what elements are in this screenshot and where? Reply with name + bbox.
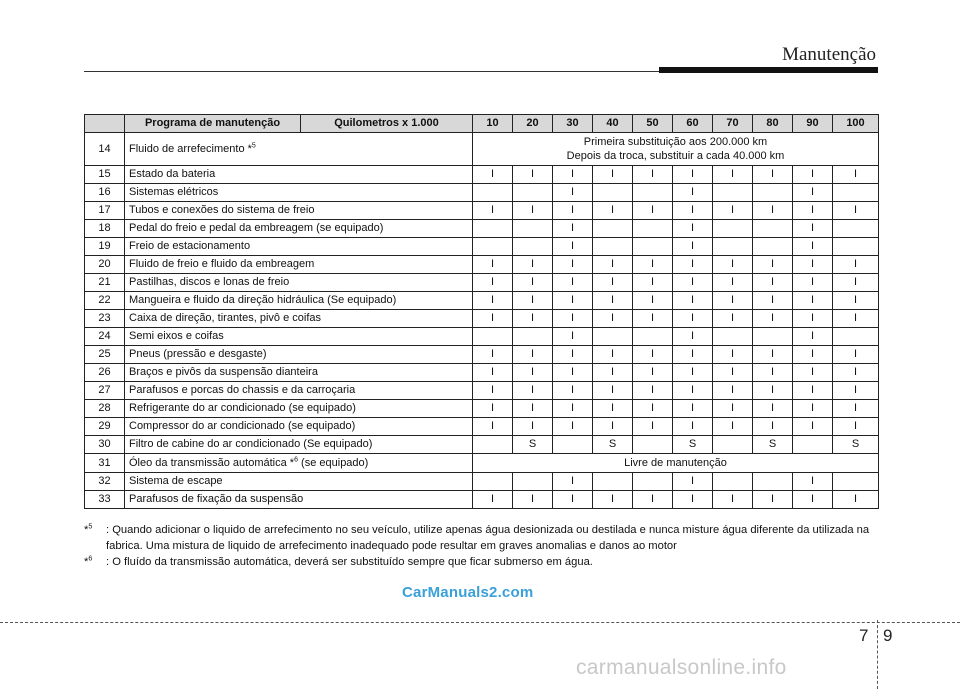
interval-mark: I — [553, 473, 593, 491]
header-col-70: 70 — [713, 115, 753, 133]
row-number: 31 — [85, 454, 125, 473]
interval-mark: I — [793, 220, 833, 238]
interval-mark: I — [553, 328, 593, 346]
interval-mark: I — [513, 274, 553, 292]
interval-mark: I — [513, 292, 553, 310]
interval-mark: I — [673, 364, 713, 382]
table-row — [85, 166, 879, 184]
site-watermark-link[interactable]: CarManuals2.com — [402, 584, 534, 601]
interval-mark: I — [793, 473, 833, 491]
interval-mark: I — [553, 166, 593, 184]
interval-mark: I — [633, 364, 673, 382]
interval-mark: I — [553, 382, 593, 400]
interval-mark: I — [713, 346, 753, 364]
interval-mark: I — [553, 491, 593, 509]
footnote-text: : O fluído da transmissão automática, deverá ser substituído sempre que ficar submerso em água. — [106, 556, 593, 568]
interval-mark: I — [713, 166, 753, 184]
interval-mark: I — [713, 418, 753, 436]
interval-mark: I — [673, 491, 713, 509]
interval-mark: I — [793, 292, 833, 310]
interval-mark — [833, 238, 879, 256]
row-item-label: Freio de estacionamento — [129, 240, 251, 252]
interval-mark: I — [793, 274, 833, 292]
interval-mark — [593, 220, 633, 238]
row-item — [125, 454, 473, 473]
interval-mark: I — [553, 238, 593, 256]
interval-mark: I — [633, 491, 673, 509]
table-row — [85, 256, 879, 274]
row-item-label: Parafusos de fixação da suspensão — [129, 493, 304, 505]
row-note-line: Primeira substituição aos 200.000 km — [583, 136, 768, 148]
interval-mark — [593, 473, 633, 491]
row-number: 30 — [85, 436, 125, 454]
interval-mark: I — [793, 310, 833, 328]
row-number: 24 — [85, 328, 125, 346]
row-number: 21 — [85, 274, 125, 292]
row-item-label: Parafusos e porcas do chassis e da carroçaria — [129, 384, 356, 396]
interval-mark: I — [673, 220, 713, 238]
row-number: 14 — [85, 133, 125, 166]
interval-mark: I — [513, 166, 553, 184]
interval-mark: I — [833, 256, 879, 274]
interval-mark — [473, 220, 513, 238]
interval-mark: I — [553, 202, 593, 220]
interval-mark: I — [833, 166, 879, 184]
row-item-label: Refrigerante do ar condicionado (se equipado) — [129, 402, 356, 414]
interval-mark: I — [553, 292, 593, 310]
row-number: 33 — [85, 491, 125, 509]
footnotes — [84, 522, 884, 570]
interval-mark: I — [513, 364, 553, 382]
interval-mark: I — [513, 346, 553, 364]
header-rule — [84, 71, 659, 72]
row-number: 16 — [85, 184, 125, 202]
interval-mark: I — [833, 491, 879, 509]
row-item — [125, 418, 473, 436]
interval-mark: I — [673, 310, 713, 328]
row-item-label: Pneus (pressão e desgaste) — [129, 348, 267, 360]
interval-mark: I — [473, 292, 513, 310]
footnote-ref: 5 — [251, 141, 256, 149]
interval-mark: I — [673, 382, 713, 400]
row-item-label: Tubos e conexões do sistema de freio — [129, 204, 315, 216]
interval-mark: I — [513, 202, 553, 220]
interval-mark: I — [793, 491, 833, 509]
interval-mark: I — [473, 418, 513, 436]
interval-mark — [633, 238, 673, 256]
interval-mark: I — [673, 202, 713, 220]
row-item — [125, 382, 473, 400]
interval-mark: I — [833, 292, 879, 310]
row-item-label: Braços e pivôs da suspensão dianteira — [129, 366, 318, 378]
table-header-row — [85, 115, 879, 133]
interval-mark — [593, 238, 633, 256]
table-row — [85, 238, 879, 256]
interval-mark: I — [713, 400, 753, 418]
row-item-label: Filtro de cabine do ar condicionado (Se equipado) — [129, 438, 373, 450]
interval-mark: S — [753, 436, 793, 454]
header-col-90: 90 — [793, 115, 833, 133]
interval-mark: I — [793, 238, 833, 256]
interval-mark: I — [593, 256, 633, 274]
interval-mark: I — [833, 202, 879, 220]
interval-mark — [833, 328, 879, 346]
interval-mark: I — [633, 382, 673, 400]
interval-mark: I — [673, 346, 713, 364]
interval-mark — [713, 328, 753, 346]
table-row — [85, 133, 879, 166]
row-item — [125, 491, 473, 509]
interval-mark: I — [633, 202, 673, 220]
interval-mark: I — [673, 400, 713, 418]
interval-mark: I — [713, 364, 753, 382]
interval-mark: I — [553, 220, 593, 238]
interval-mark: I — [513, 256, 553, 274]
interval-mark: I — [793, 400, 833, 418]
interval-mark — [593, 328, 633, 346]
interval-mark — [753, 238, 793, 256]
footnote-ref: 6 — [294, 455, 298, 463]
interval-mark: I — [513, 310, 553, 328]
interval-mark: I — [553, 346, 593, 364]
header-col-20: 20 — [513, 115, 553, 133]
interval-mark: I — [633, 274, 673, 292]
interval-mark: I — [473, 400, 513, 418]
row-item-label: Semi eixos e coifas — [129, 330, 224, 342]
bottom-watermark: carmanualsonline.info — [576, 656, 787, 679]
interval-mark: I — [713, 310, 753, 328]
table-row — [85, 454, 879, 473]
row-item-label: Pastilhas, discos e lonas de freio — [129, 276, 290, 288]
interval-mark: I — [513, 382, 553, 400]
interval-mark: I — [793, 382, 833, 400]
interval-mark: I — [793, 328, 833, 346]
header-col-30: 30 — [553, 115, 593, 133]
interval-mark: S — [593, 436, 633, 454]
interval-mark: I — [593, 292, 633, 310]
interval-mark: I — [553, 364, 593, 382]
maintenance-table — [84, 114, 879, 509]
interval-mark: I — [553, 418, 593, 436]
interval-mark: I — [673, 166, 713, 184]
row-item-label: Mangueira e fluido da direção hidráulica (Se equipado) — [129, 294, 397, 306]
row-item — [125, 346, 473, 364]
row-item — [125, 400, 473, 418]
table-row — [85, 202, 879, 220]
row-note — [473, 454, 879, 473]
interval-mark: I — [473, 166, 513, 184]
row-number: 27 — [85, 382, 125, 400]
interval-mark: I — [793, 418, 833, 436]
interval-mark — [553, 436, 593, 454]
interval-mark: I — [793, 202, 833, 220]
interval-mark: I — [673, 256, 713, 274]
interval-mark: I — [473, 274, 513, 292]
interval-mark — [633, 436, 673, 454]
interval-mark — [833, 184, 879, 202]
interval-mark: I — [473, 491, 513, 509]
interval-mark: I — [673, 473, 713, 491]
interval-mark: I — [753, 382, 793, 400]
table-row — [85, 400, 879, 418]
table-row — [85, 310, 879, 328]
table-row — [85, 418, 879, 436]
interval-mark: I — [473, 382, 513, 400]
interval-mark: I — [633, 346, 673, 364]
row-item-label: Sistemas elétricos — [129, 186, 219, 198]
row-number: 25 — [85, 346, 125, 364]
interval-mark: S — [833, 436, 879, 454]
row-number: 17 — [85, 202, 125, 220]
interval-mark: I — [593, 364, 633, 382]
row-item — [125, 166, 473, 184]
interval-mark: I — [753, 364, 793, 382]
interval-mark — [753, 473, 793, 491]
interval-mark: I — [793, 256, 833, 274]
table-row — [85, 220, 879, 238]
interval-mark — [513, 220, 553, 238]
row-item — [125, 202, 473, 220]
interval-mark: I — [633, 166, 673, 184]
interval-mark: I — [593, 274, 633, 292]
chapter-number: 7 — [859, 626, 869, 645]
row-number: 18 — [85, 220, 125, 238]
row-item — [125, 292, 473, 310]
header-col-10: 10 — [473, 115, 513, 133]
row-item — [125, 133, 473, 166]
table-row — [85, 491, 879, 509]
interval-mark — [473, 436, 513, 454]
table-row — [85, 328, 879, 346]
row-item-label: Óleo da transmissão automática * — [129, 456, 295, 469]
interval-mark: I — [633, 400, 673, 418]
interval-mark — [713, 184, 753, 202]
header-bar — [659, 67, 878, 73]
interval-mark: I — [833, 346, 879, 364]
row-item — [125, 184, 473, 202]
interval-mark: I — [673, 238, 713, 256]
row-item-label: Fluido de arrefecimento * — [129, 142, 252, 155]
table-row — [85, 292, 879, 310]
interval-mark: I — [473, 364, 513, 382]
interval-mark — [593, 184, 633, 202]
interval-mark — [793, 436, 833, 454]
interval-mark: I — [513, 491, 553, 509]
interval-mark: I — [713, 202, 753, 220]
interval-mark: I — [473, 310, 513, 328]
interval-mark: I — [753, 346, 793, 364]
interval-mark: I — [753, 166, 793, 184]
row-number: 26 — [85, 364, 125, 382]
row-item-label: Estado da bateria — [129, 168, 216, 180]
interval-mark: I — [753, 491, 793, 509]
row-number: 28 — [85, 400, 125, 418]
row-item — [125, 473, 473, 491]
row-item — [125, 436, 473, 454]
interval-mark — [713, 238, 753, 256]
interval-mark: I — [593, 346, 633, 364]
footer-divider — [0, 622, 960, 623]
row-number: 15 — [85, 166, 125, 184]
table-row — [85, 274, 879, 292]
row-number: 29 — [85, 418, 125, 436]
interval-mark: I — [833, 418, 879, 436]
interval-mark — [753, 184, 793, 202]
interval-mark: I — [593, 166, 633, 184]
row-number: 32 — [85, 473, 125, 491]
interval-mark — [633, 328, 673, 346]
interval-mark: I — [713, 274, 753, 292]
row-note-line: Livre de manutenção — [624, 457, 727, 469]
interval-mark: I — [553, 274, 593, 292]
footnote — [84, 554, 884, 570]
interval-mark: I — [553, 400, 593, 418]
header-col-50: 50 — [633, 115, 673, 133]
row-number: 23 — [85, 310, 125, 328]
interval-mark: I — [673, 184, 713, 202]
footnote-marker: *$^5$ — [84, 523, 93, 536]
interval-mark — [513, 238, 553, 256]
interval-mark: I — [513, 418, 553, 436]
interval-mark: I — [713, 491, 753, 509]
footer-vertical-divider — [877, 620, 878, 689]
header-col-80: 80 — [753, 115, 793, 133]
interval-mark: I — [833, 400, 879, 418]
interval-mark: I — [593, 310, 633, 328]
interval-mark: I — [633, 310, 673, 328]
interval-mark: I — [833, 274, 879, 292]
row-item-label: Caixa de direção, tirantes, pivô e coifas — [129, 312, 321, 324]
interval-mark: I — [593, 491, 633, 509]
interval-mark: I — [753, 274, 793, 292]
interval-mark — [713, 436, 753, 454]
interval-mark: I — [553, 256, 593, 274]
row-number: 22 — [85, 292, 125, 310]
interval-mark — [833, 473, 879, 491]
interval-mark — [713, 220, 753, 238]
interval-mark: I — [713, 382, 753, 400]
interval-mark: S — [673, 436, 713, 454]
row-item — [125, 220, 473, 238]
interval-mark — [513, 473, 553, 491]
interval-mark: I — [793, 166, 833, 184]
interval-mark: I — [593, 400, 633, 418]
interval-mark: I — [473, 346, 513, 364]
interval-mark — [473, 473, 513, 491]
interval-mark: I — [473, 202, 513, 220]
interval-mark: I — [833, 310, 879, 328]
row-item — [125, 238, 473, 256]
interval-mark — [513, 328, 553, 346]
table-row — [85, 184, 879, 202]
header-col-100: 100 — [833, 115, 879, 133]
row-item — [125, 364, 473, 382]
interval-mark — [473, 184, 513, 202]
interval-mark: I — [593, 202, 633, 220]
interval-mark: I — [713, 292, 753, 310]
row-item — [125, 256, 473, 274]
row-item-suffix: (se equipado) — [298, 456, 369, 469]
interval-mark: I — [753, 292, 793, 310]
header-num — [85, 115, 125, 133]
interval-mark: I — [633, 292, 673, 310]
interval-mark: I — [753, 256, 793, 274]
interval-mark: I — [633, 418, 673, 436]
interval-mark — [633, 473, 673, 491]
interval-mark — [833, 220, 879, 238]
interval-mark: I — [593, 382, 633, 400]
row-number: 20 — [85, 256, 125, 274]
table-row — [85, 382, 879, 400]
footnote-text: : Quando adicionar o liquido de arrefecimento no seu veículo, utilize apenas água desionizada ou destilada e nunca misture água diferente da utilizada na fabrica. Uma mistura de liquido de arrefecimento inadequado pode resultar em graves anomalias e danos ao motor — [106, 524, 870, 552]
interval-mark: S — [513, 436, 553, 454]
header-program: Programa de manutenção — [125, 115, 301, 133]
header-col-40: 40 — [593, 115, 633, 133]
interval-mark: I — [673, 418, 713, 436]
interval-mark: I — [753, 202, 793, 220]
row-number: 19 — [85, 238, 125, 256]
row-item — [125, 274, 473, 292]
interval-mark: I — [793, 184, 833, 202]
interval-mark — [473, 328, 513, 346]
page-number: 9 — [883, 626, 893, 645]
footnote-marker: *$^6$ — [84, 555, 93, 568]
header-col-60: 60 — [673, 115, 713, 133]
interval-mark: I — [793, 364, 833, 382]
interval-mark: I — [673, 328, 713, 346]
interval-mark — [633, 184, 673, 202]
interval-mark: I — [753, 418, 793, 436]
interval-mark: I — [673, 274, 713, 292]
interval-mark: I — [513, 400, 553, 418]
table-row — [85, 346, 879, 364]
row-item — [125, 310, 473, 328]
interval-mark: I — [673, 292, 713, 310]
row-item-label: Fluido de freio e fluido da embreagem — [129, 258, 315, 270]
interval-mark — [753, 328, 793, 346]
interval-mark: I — [713, 256, 753, 274]
row-item-label: Sistema de escape — [129, 475, 223, 487]
interval-mark — [513, 184, 553, 202]
table-row — [85, 436, 879, 454]
interval-mark: I — [753, 400, 793, 418]
interval-mark: I — [833, 382, 879, 400]
row-item-label: Compressor do ar condicionado (se equipado) — [129, 420, 356, 432]
row-note-line: Depois da troca, substituir a cada 40.000 km — [566, 150, 785, 162]
interval-mark: I — [753, 310, 793, 328]
interval-mark — [633, 220, 673, 238]
interval-mark: I — [793, 346, 833, 364]
table-row — [85, 364, 879, 382]
interval-mark: I — [553, 184, 593, 202]
row-item-label: Pedal do freio e pedal da embreagem (se equipado) — [129, 222, 384, 234]
row-note — [473, 133, 879, 166]
interval-mark: I — [473, 256, 513, 274]
section-title: Manutenção — [782, 44, 876, 65]
table-row — [85, 473, 879, 491]
header-km: Quilometros x 1.000 — [301, 115, 473, 133]
interval-mark — [473, 238, 513, 256]
interval-mark: I — [553, 310, 593, 328]
row-item — [125, 328, 473, 346]
interval-mark: I — [833, 364, 879, 382]
interval-mark — [753, 220, 793, 238]
interval-mark: I — [633, 256, 673, 274]
interval-mark — [713, 473, 753, 491]
footnote — [84, 522, 884, 554]
interval-mark: I — [593, 418, 633, 436]
